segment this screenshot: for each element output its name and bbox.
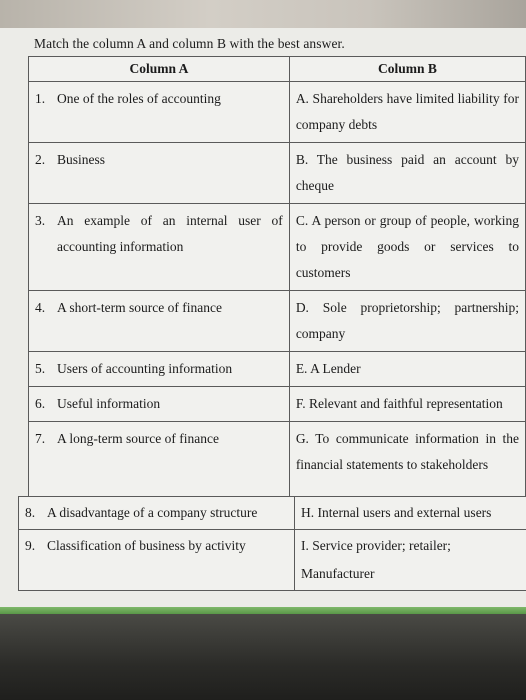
column-b-header: Column B — [289, 57, 525, 82]
column-b-cell: I. Service provider; retailer; Manufacturer — [295, 530, 526, 591]
column-a-cell: One of the roles of accounting — [57, 91, 221, 106]
item-number: 6. — [35, 396, 46, 411]
header-row — [29, 57, 526, 82]
column-a-cell: A long-term source of finance — [57, 431, 219, 446]
column-a-cell: Classification of business by activity — [47, 538, 246, 553]
column-a-cell: Users of accounting information — [57, 361, 233, 376]
item-number: 8. — [25, 505, 36, 520]
item-number: 2. — [35, 152, 46, 167]
column-b-cell: B. The business paid an account by cheque — [289, 143, 525, 204]
column-a-cell: An example of an internal user of accounting information — [57, 213, 283, 254]
table-row — [29, 291, 526, 352]
photo-background-bottom — [0, 614, 526, 700]
column-a-cell: A short-term source of finance — [57, 300, 222, 315]
table-row — [29, 82, 526, 143]
table-row — [19, 497, 526, 530]
item-number: 7. — [35, 431, 46, 446]
column-b-cell: C. A person or group of people, working to provide goods or services to customers — [289, 204, 525, 291]
table-row — [29, 352, 526, 387]
table-row — [29, 387, 526, 422]
column-b-cell: F. Relevant and faithful representation — [289, 387, 525, 422]
table-row — [19, 530, 526, 591]
item-number: 4. — [35, 300, 46, 315]
column-b-cell: H. Internal users and external users — [295, 497, 526, 530]
column-b-cell: G. To communicate information in the financial statements to stakeholders — [289, 422, 525, 515]
column-b-cell: D. Sole proprietorship; partnership; company — [289, 291, 525, 352]
matching-table-continued — [18, 496, 526, 591]
matching-table — [28, 56, 526, 515]
photo-background-top — [0, 0, 526, 30]
column-a-cell: Useful information — [57, 396, 161, 411]
column-a-cell: Business — [57, 152, 106, 167]
instruction-title: Match the column A and column B with the best answer. — [34, 36, 345, 51]
item-number: 1. — [35, 91, 46, 106]
item-number: 9. — [25, 538, 36, 553]
column-b-cell: A. Shareholders have limited liability for company debts — [289, 82, 525, 143]
table-row — [29, 204, 526, 291]
column-a-cell: A disadvantage of a company structure — [47, 505, 258, 520]
column-b-cell: E. A Lender — [289, 352, 525, 387]
item-number: 5. — [35, 361, 46, 376]
table-row — [29, 143, 526, 204]
item-number: 3. — [35, 213, 46, 228]
column-a-header: Column A — [29, 57, 290, 82]
